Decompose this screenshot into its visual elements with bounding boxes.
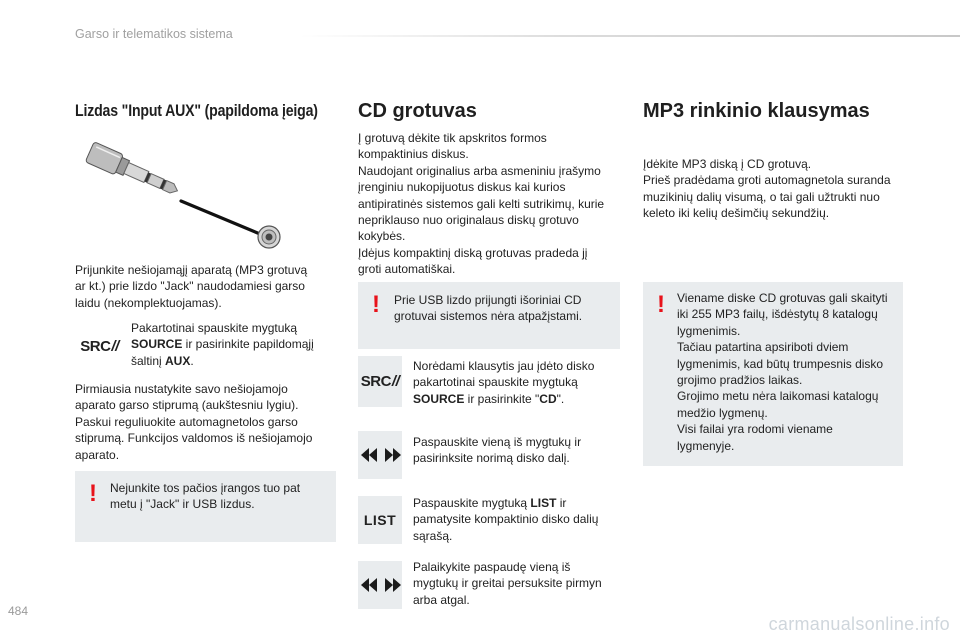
aux-volume-text: Pirmiausia nustatykite savo nešiojamojo aparato garso stiprumą (aukštesniu lygiu). Paskui reguliuokite automagnetolos garso stiprumą. Funkcijos valdomos iš nešiojamojo aparato. bbox=[75, 382, 313, 462]
cd-warning-text: Prie USB lizdo prijungti išoriniai CD grotuvai sistemos nėra atpažįstami. bbox=[394, 293, 583, 324]
aux-heading: Lizdas "Input AUX" (papildoma įeiga) bbox=[75, 101, 318, 120]
aux-intro-text: Prijunkite nešiojamąjį aparatą (MP3 grotuvą ar kt.) prie lizdo "Jack" naudodamiesi garso laidu (nekomplektuojamas). bbox=[75, 263, 308, 310]
source-button-icon: SRC // bbox=[80, 337, 119, 355]
warning-icon: ! bbox=[657, 291, 665, 318]
mp3-warning-text: Viename diske CD grotuvas gali skaityti iki 255 MP3 failų, išdėstytų 8 katalogų lygmenimis. Tačiau patartina apsiriboti dviem lygmenimis, kad būtų trumpesnis disko grojimo pradžios laikas. Grojimo metu nėra laikomasi katalogų medžio lygmenų. Visi failai yra rodomi viename lygmenyje. bbox=[677, 291, 888, 453]
cd-seek-step: Paspauskite vieną iš mygtukų ir pasirinksite norimą disko dalį. bbox=[413, 435, 582, 466]
aux-warning-note bbox=[75, 471, 336, 542]
header-rule bbox=[300, 35, 960, 37]
aux-source-step: Pakartotinai spauskite mygtuką SOURCE ir pasirinkite papildomąjį šaltinį AUX. bbox=[131, 321, 314, 368]
cd-seek-icon-box bbox=[358, 431, 402, 479]
cd-intro-text: Į grotuvą dėkite tik apskritos formos kompaktinius diskus. Naudojant originalius arba asmeniniu įrašymo įrenginiu nukopijuotus diskus kai kurios antipiratinės sistemos gali kelti sutrikimų, kurie nepriklauso nuo originalaus diskų grotuvo kokybės. Įdėjus kompaktinį diską grotuvas pradeda jį groti automatiškai. bbox=[358, 131, 605, 277]
cd-source-step: Norėdami klausytis jau įdėto disko pakartotinai spauskite mygtuką SOURCE ir pasirinkite "CD". bbox=[413, 359, 595, 406]
section-header-title: Garso ir telematikos sistema bbox=[75, 27, 233, 41]
page-number: 484 bbox=[8, 604, 29, 618]
mp3-warning-note bbox=[643, 282, 903, 466]
aux-warning-text: Nejunkite tos pačios įrangos tuo pat metu į "Jack" ir USB lizdus. bbox=[110, 481, 301, 512]
cd-list-step: Paspauskite mygtuką LIST ir pamatysite kompaktinio disko dalių sąrašą. bbox=[413, 496, 599, 543]
cd-list-icon-box bbox=[358, 496, 402, 544]
fast-forward-rewind-icon bbox=[361, 577, 401, 593]
cd-ff-icon-box bbox=[358, 561, 402, 609]
cd-heading: CD grotuvas bbox=[358, 100, 477, 122]
cd-ff-step: Palaikykite paspaudę vieną iš mygtukų ir greitai persuksite pirmyn arba atgal. bbox=[413, 560, 602, 607]
warning-icon: ! bbox=[372, 291, 380, 318]
list-button-icon: LIST bbox=[363, 512, 397, 528]
cd-source-icon-box bbox=[358, 356, 402, 407]
warning-icon: ! bbox=[89, 480, 97, 507]
source-button-icon: SRC // bbox=[360, 372, 400, 390]
cd-warning-note bbox=[358, 282, 620, 349]
seek-buttons-icon bbox=[361, 447, 401, 463]
jack-plug-illustration bbox=[75, 128, 295, 253]
mp3-heading: MP3 rinkinio klausymas bbox=[643, 100, 870, 122]
watermark: carmanualsonline.info bbox=[768, 614, 950, 634]
mp3-intro-text: Įdėkite MP3 diską į CD grotuvą. Prieš pradėdama groti automagnetola suranda muzikinių dalių visumą, o tai gali užtrukti nuo keleto iki kelių dešimčių sekundžių. bbox=[643, 157, 891, 221]
